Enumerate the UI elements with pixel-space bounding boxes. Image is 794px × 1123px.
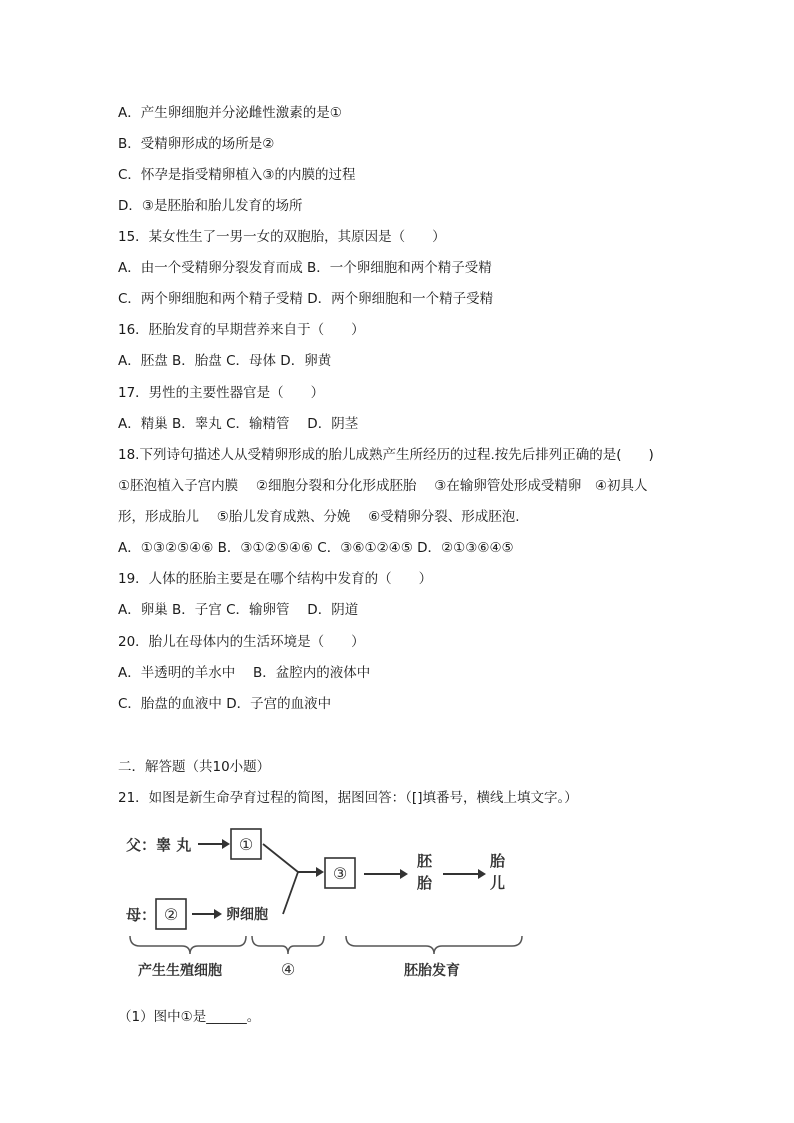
box-3-label: ③ — [332, 864, 348, 883]
embryo-char-1: 胚 — [417, 852, 433, 870]
fetus-char-1: 胎 — [490, 852, 506, 870]
label-4: ④ — [280, 960, 296, 979]
fetus-char-2: 儿 — [490, 874, 506, 892]
q21-stem: 21．如图是新生命孕育过程的简图，据图回答：（[]填番号，横线上填文字。） — [118, 790, 578, 806]
reproduction-diagram — [118, 822, 538, 984]
box-1-label: ① — [238, 835, 254, 854]
section-title: 二．解答题（共10小题） — [118, 759, 271, 775]
q20-options-cd: C．胎盘的血液中 D．子宫的血液中 — [118, 696, 332, 712]
brace-gametes — [130, 936, 246, 954]
q20-options-ab: A．半透明的羊水中 B．盆腔内的液体中 — [118, 665, 371, 681]
label-gametes: 产生生殖细胞 — [138, 963, 222, 979]
brace-development — [346, 936, 522, 954]
arrowhead — [400, 869, 408, 879]
q15-options-cd: C．两个卵细胞和两个精子受精 D．两个卵细胞和一个精子受精 — [118, 291, 494, 307]
arrowhead — [316, 867, 324, 877]
q16-stem: 16．胚胎发育的早期营养来自于（ ） — [118, 322, 365, 338]
arrowhead — [214, 909, 222, 919]
q14-option-b: B．受精卵形成的场所是② — [118, 136, 275, 152]
box-2-label: ② — [163, 905, 179, 924]
converge-line-top — [263, 844, 298, 872]
q14-option-c: C．怀孕是指受精卵植入③的内膜的过程 — [118, 167, 356, 183]
q14-option-a: A．产生卵细胞并分泌雌性激素的是① — [118, 105, 342, 121]
arrowhead — [478, 869, 486, 879]
q18-stem: 18.下列诗句描述人从受精卵形成的胎儿成熟产生所经历的过程.按先后排列正确的是( ) — [118, 447, 654, 463]
q17-stem: 17．男性的主要性器官是（ ） — [118, 385, 325, 401]
q18-options: A．①③②⑤④⑥ B．③①②⑤④⑥ C．③⑥①②④⑤ D．②①③⑥④⑤ — [118, 540, 514, 556]
q17-options: A．精巢 B．睾丸 C．输精管 D．阴茎 — [118, 416, 359, 432]
q19-stem: 19．人体的胚胎主要是在哪个结构中发育的（ ） — [118, 571, 433, 587]
q20-stem: 20．胎儿在母体内的生活环境是（ ） — [118, 634, 365, 650]
arrowhead — [222, 839, 230, 849]
q15-stem: 15．某女性生了一男一女的双胞胎，其原因是（ ） — [118, 229, 446, 245]
mother-label: 母： — [126, 906, 157, 924]
q18-items-1: ①胚泡植入子宫内膜 ②细胞分裂和分化形成胚胎 ③在输卵管处形成受精卵 ④初具人 — [118, 478, 648, 494]
label-development: 胚胎发育 — [404, 963, 460, 979]
q15-options-ab: A．由一个受精卵分裂发育而成 B．一个卵细胞和两个精子受精 — [118, 260, 492, 276]
embryo-char-2: 胎 — [417, 874, 433, 892]
father-label: 父：睾 丸 — [126, 836, 192, 854]
q21-sub1: （1）图中①是______。 — [118, 1009, 261, 1025]
brace-4 — [252, 936, 324, 954]
q14-option-d: D．③是胚胎和胎儿发育的场所 — [118, 198, 303, 214]
egg-label: 卵细胞 — [226, 907, 268, 923]
converge-line-bottom — [283, 872, 298, 914]
q19-options: A．卵巢 B．子宫 C．输卵管 D．阴道 — [118, 602, 359, 618]
q18-items-2: 形，形成胎儿 ⑤胎儿发育成熟、分娩 ⑥受精卵分裂、形成胚泡. — [118, 509, 520, 525]
q16-options: A．胚盘 B．胎盘 C．母体 D．卵黄 — [118, 353, 332, 369]
